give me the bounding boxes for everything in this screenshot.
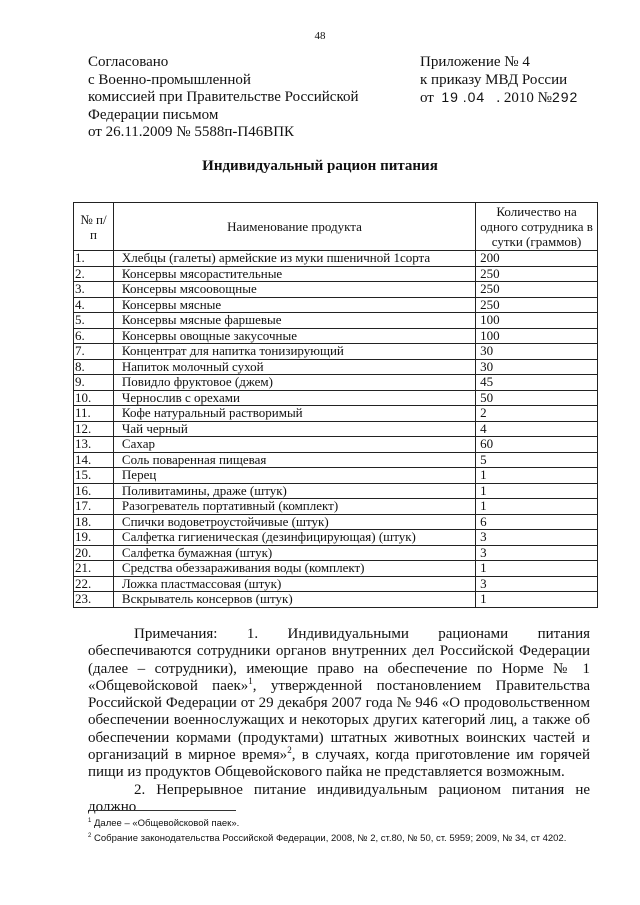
row-number: 8.	[74, 359, 114, 375]
table-body	[74, 251, 598, 608]
table-row	[74, 344, 598, 360]
table-row	[74, 421, 598, 437]
table-row	[74, 437, 598, 453]
product-name: Перец	[113, 468, 475, 484]
row-number: 15.	[74, 468, 114, 484]
row-number: 3.	[74, 282, 114, 298]
quantity: 2	[476, 406, 598, 422]
product-name: Консервы овощные закусочные	[113, 328, 475, 344]
table-row	[74, 483, 598, 499]
table-row	[74, 266, 598, 282]
row-number: 21.	[74, 561, 114, 577]
row-number: 2.	[74, 266, 114, 282]
date-prefix: от	[420, 90, 434, 106]
header-num: № п/п	[74, 203, 114, 251]
date-day: 19	[441, 89, 459, 105]
quantity: 3	[476, 530, 598, 546]
note-1-text-a: Примечания: 1. Индивидуальными рационами питания обеспечиваются сотрудники органов внутренних дел Российской Федерации (далее – сотрудники), имеющие право на обеспечение по Норме № 1 «Общевойсковой паек»	[88, 626, 590, 694]
table-row	[74, 359, 598, 375]
page-number: 48	[314, 30, 326, 42]
quantity: 250	[476, 266, 598, 282]
product-name: Поливитамины, драже (штук)	[113, 483, 475, 499]
table-row	[74, 576, 598, 592]
product-name: Спички водоветроустойчивые (штук)	[113, 514, 475, 530]
product-name: Консервы мясные фаршевые	[113, 313, 475, 329]
product-name: Ложка пластмассовая (штук)	[113, 576, 475, 592]
footnote-text: Далее – «Общевойсковой паек».	[91, 818, 240, 830]
note-1-text-c: , в случаях, когда приготовление им горячей пищи из продуктов Общевойскового пайка не представляется возможным.	[88, 747, 590, 781]
footnote-ref-2: 2	[287, 745, 292, 756]
quantity: 3	[476, 576, 598, 592]
header-qty: Количество на одного сотрудника в сутки (граммов)	[476, 203, 598, 251]
row-number: 14.	[74, 452, 114, 468]
row-number: 13.	[74, 437, 114, 453]
quantity: 200	[476, 251, 598, 267]
product-name: Напиток молочный сухой	[113, 359, 475, 375]
quantity: 1	[476, 483, 598, 499]
table-row	[74, 406, 598, 422]
product-name: Вскрыватель консервов (штук)	[113, 592, 475, 608]
quantity: 60	[476, 437, 598, 453]
table-header-row	[74, 203, 598, 251]
product-name: Средства обеззараживания воды (комплект)	[113, 561, 475, 577]
approval-line: комиссией при Правительстве Российской	[88, 89, 359, 105]
product-name: Хлебцы (галеты) армейские из муки пшеничной 1сорта	[113, 251, 475, 267]
appendix-block	[420, 54, 578, 108]
notes-section	[88, 626, 590, 816]
approval-block	[88, 54, 359, 142]
quantity: 4	[476, 421, 598, 437]
product-name: Чернослив с орехами	[113, 390, 475, 406]
table-row	[74, 499, 598, 515]
row-number: 1.	[74, 251, 114, 267]
table-row	[74, 514, 598, 530]
footnote-mark: 1	[88, 818, 92, 824]
note-1	[88, 626, 590, 782]
table-row	[74, 561, 598, 577]
appendix-date-line	[420, 89, 578, 108]
row-number: 11.	[74, 406, 114, 422]
quantity: 30	[476, 359, 598, 375]
row-number: 7.	[74, 344, 114, 360]
table-row	[74, 297, 598, 313]
quantity: 1	[476, 468, 598, 484]
table-row	[74, 251, 598, 267]
footnote-ref-1: 1	[248, 675, 253, 686]
footnote-mark: 2	[88, 833, 92, 840]
footnote-divider	[88, 810, 236, 811]
quantity: 250	[476, 297, 598, 313]
row-number: 19.	[74, 530, 114, 546]
quantity: 100	[476, 328, 598, 344]
footnote-text: Собрание законодательства Российской Федерации, 2008, № 2, ст.80, № 50, ст. 5959; 2009, № 34, ст 4202.	[91, 833, 567, 845]
approval-line: от 26.11.2009 № 5588п-П46ВПК	[88, 124, 295, 140]
note-2: 2. Непрерывное питание индивидуальным рационом питания не должно	[88, 781, 590, 815]
product-name: Салфетка гигиеническая (дезинфицирующая) (штук)	[113, 530, 475, 546]
table-row	[74, 313, 598, 329]
table-row	[74, 592, 598, 608]
appendix-order-ref: к приказу МВД России	[420, 71, 568, 88]
footnote-2	[88, 830, 566, 845]
table-row	[74, 530, 598, 546]
row-number: 18.	[74, 514, 114, 530]
table-row	[74, 375, 598, 391]
product-name: Сахар	[113, 437, 475, 453]
product-name: Концентрат для напитка тонизирующий	[113, 344, 475, 360]
header-name: Наименование продукта	[113, 203, 475, 251]
row-number: 10.	[74, 390, 114, 406]
product-name: Консервы мясоовощные	[113, 282, 475, 298]
quantity: 6	[476, 514, 598, 530]
row-number: 4.	[74, 297, 114, 313]
row-number: 16.	[74, 483, 114, 499]
appendix-title: Приложение № 4	[420, 54, 530, 70]
quantity: 250	[476, 282, 598, 298]
product-name: Соль поваренная пищевая	[113, 452, 475, 468]
ration-table	[73, 202, 598, 608]
number-prefix: №	[537, 90, 552, 106]
row-number: 9.	[74, 375, 114, 391]
row-number: 5.	[74, 313, 114, 329]
footnote-1	[88, 815, 566, 830]
document-title: Индивидуальный рацион питания	[202, 158, 438, 174]
date-month: .04	[462, 89, 486, 105]
order-number: 292	[551, 89, 579, 105]
table-row	[74, 390, 598, 406]
quantity: 1	[476, 561, 598, 577]
row-number: 22.	[74, 576, 114, 592]
quantity: 30	[476, 344, 598, 360]
quantity: 1	[476, 592, 598, 608]
product-name: Разогреватель портативный (комплект)	[113, 499, 475, 515]
table-row	[74, 282, 598, 298]
table-row	[74, 468, 598, 484]
approval-line: Федерации письмом	[88, 106, 219, 123]
row-number: 23.	[74, 592, 114, 608]
row-number: 20.	[74, 545, 114, 561]
approval-line: с Военно-промышленной	[88, 71, 251, 88]
product-name: Консервы мясные	[113, 297, 475, 313]
product-name: Кофе натуральный растворимый	[113, 406, 475, 422]
product-name: Салфетка бумажная (штук)	[113, 545, 475, 561]
row-number: 6.	[74, 328, 114, 344]
table-row	[74, 328, 598, 344]
product-name: Повидло фруктовое (джем)	[113, 375, 475, 391]
approval-line: Согласовано	[88, 54, 169, 70]
quantity: 1	[476, 499, 598, 515]
row-number: 12.	[74, 421, 114, 437]
row-number: 17.	[74, 499, 114, 515]
table-row	[74, 452, 598, 468]
date-year: . 2010	[496, 90, 534, 106]
quantity: 3	[476, 545, 598, 561]
product-name: Консервы мясорастительные	[113, 266, 475, 282]
note-1-text-b: , утвержденной постановлением Правительства Российской Федерации от 29 декабря 2007 года № 946 «О продовольственном обеспечении военнослужащих и некоторых других категорий лиц, а также об обеспечении кормами (продуктами) штатных животных воинских частей и организаций в мирное время»	[88, 677, 590, 764]
quantity: 50	[476, 390, 598, 406]
table-row	[74, 545, 598, 561]
quantity: 45	[476, 375, 598, 391]
quantity: 5	[476, 452, 598, 468]
quantity: 100	[476, 313, 598, 329]
product-name: Чай черный	[113, 421, 475, 437]
footnotes	[88, 815, 566, 845]
